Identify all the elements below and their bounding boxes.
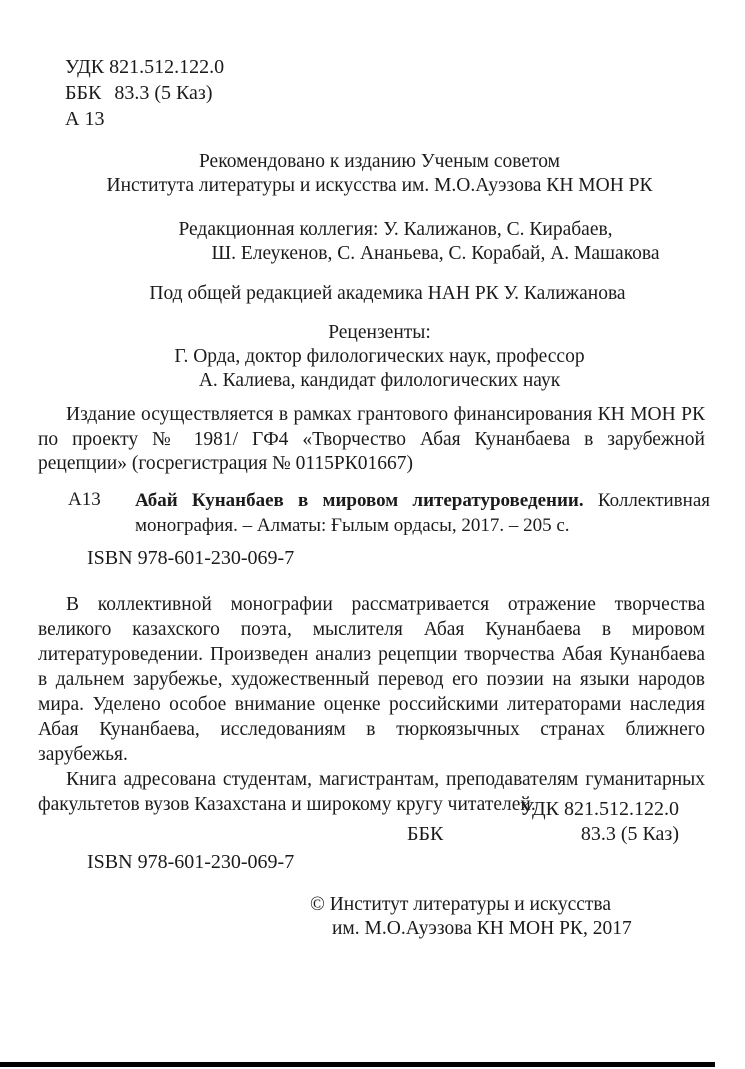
scan-artifact-bar xyxy=(0,1062,715,1067)
bbk-line xyxy=(65,80,224,106)
bbk-label-repeat: ББК xyxy=(407,823,444,845)
author-code-line: А 13 xyxy=(65,108,105,130)
grant-note-text: Издание осуществляется в рамках грантового финансирования КН МОН РК по проекту № 1981/ ГФ4 «Творчество Абая Кунанбаева в зарубежной рецепции» (госрегистрация № 0115РК01667) xyxy=(38,404,705,474)
book-title: Абай Кунанбаев в мировом литературоведении. xyxy=(135,490,584,511)
catalog-entry xyxy=(0,489,745,538)
approval-line-1: Рекомендовано к изданию Ученым советом xyxy=(198,151,561,172)
copyright-note xyxy=(310,893,632,941)
copyright-line-2: им. М.О.Ауэзова КН МОН РК, 2017 xyxy=(332,918,632,939)
isbn-line-repeat: ISBN 978-601-230-069-7 xyxy=(87,851,295,873)
annotation-paragraph-2: Книга адресована студентам, магистрантам, преподавателям гуманитарных факультетов вузов Казахстана и широкому кругу читателей. xyxy=(38,769,705,815)
grant-note xyxy=(38,403,705,477)
reviewers-heading: Рецензенты: xyxy=(328,322,431,343)
annotation-block xyxy=(38,592,705,817)
editorial-board-line-2: Ш. Елеукенов, С. Ананьева, С. Корабай, А. Машакова xyxy=(211,243,660,264)
approval-line-2: Института литературы и искусства им. М.О.Ауэзова КН МОН РК xyxy=(106,175,653,196)
bbk-line-repeat xyxy=(407,822,679,847)
catalog-code: А13 xyxy=(68,489,101,510)
bottom-classification-block xyxy=(407,797,679,847)
editorial-board-line-1: Редакционная коллегия: У. Калижанов, С. Кирабаев, xyxy=(178,219,613,240)
isbn-line: ISBN 978-601-230-069-7 xyxy=(87,547,295,569)
udc-line-repeat: УДК 821.512.122.0 xyxy=(519,798,679,820)
reviewers-note xyxy=(0,321,745,393)
annotation-paragraph-1: В коллективной монографии рассматривается отражение творчества великого казахского поэта, мыслителя Абая Кунанбаева в мировом литературоведении. Произведен анализ рецепции творчества Абая Кунанбаева в дальнем зарубежье, художественный перевод его поэзии на языки народов мира. Уделено особое внимание оценке российскими литераторами наследия Абая Кунанбаева, исследованиям в тюркоязычных странах ближнего зарубежья. xyxy=(38,594,705,765)
top-classification-block xyxy=(65,54,224,132)
reviewer-1: Г. Орда, доктор филологических наук, профессор xyxy=(174,346,585,367)
bbk-value: 83.3 (5 Каз) xyxy=(114,82,213,104)
udc-line: УДК 821.512.122.0 xyxy=(65,56,225,78)
catalog-entry-text xyxy=(135,489,710,538)
book-description: Коллективная монография. – Алматы: Ғылым ордасы, 2017. – 205 с. xyxy=(135,490,710,536)
editorial-board-note xyxy=(0,218,745,266)
general-editor-note: Под общей редакцией академика НАН РК У. Калижанова xyxy=(149,283,626,304)
reviewer-2: А. Калиева, кандидат филологических наук xyxy=(198,370,561,391)
bbk-value-repeat: 83.3 (5 Каз) xyxy=(580,823,679,845)
bbk-label: ББК xyxy=(65,82,102,104)
approval-note xyxy=(0,150,745,198)
copyright-line-1: © Институт литературы и искусства xyxy=(310,894,612,915)
